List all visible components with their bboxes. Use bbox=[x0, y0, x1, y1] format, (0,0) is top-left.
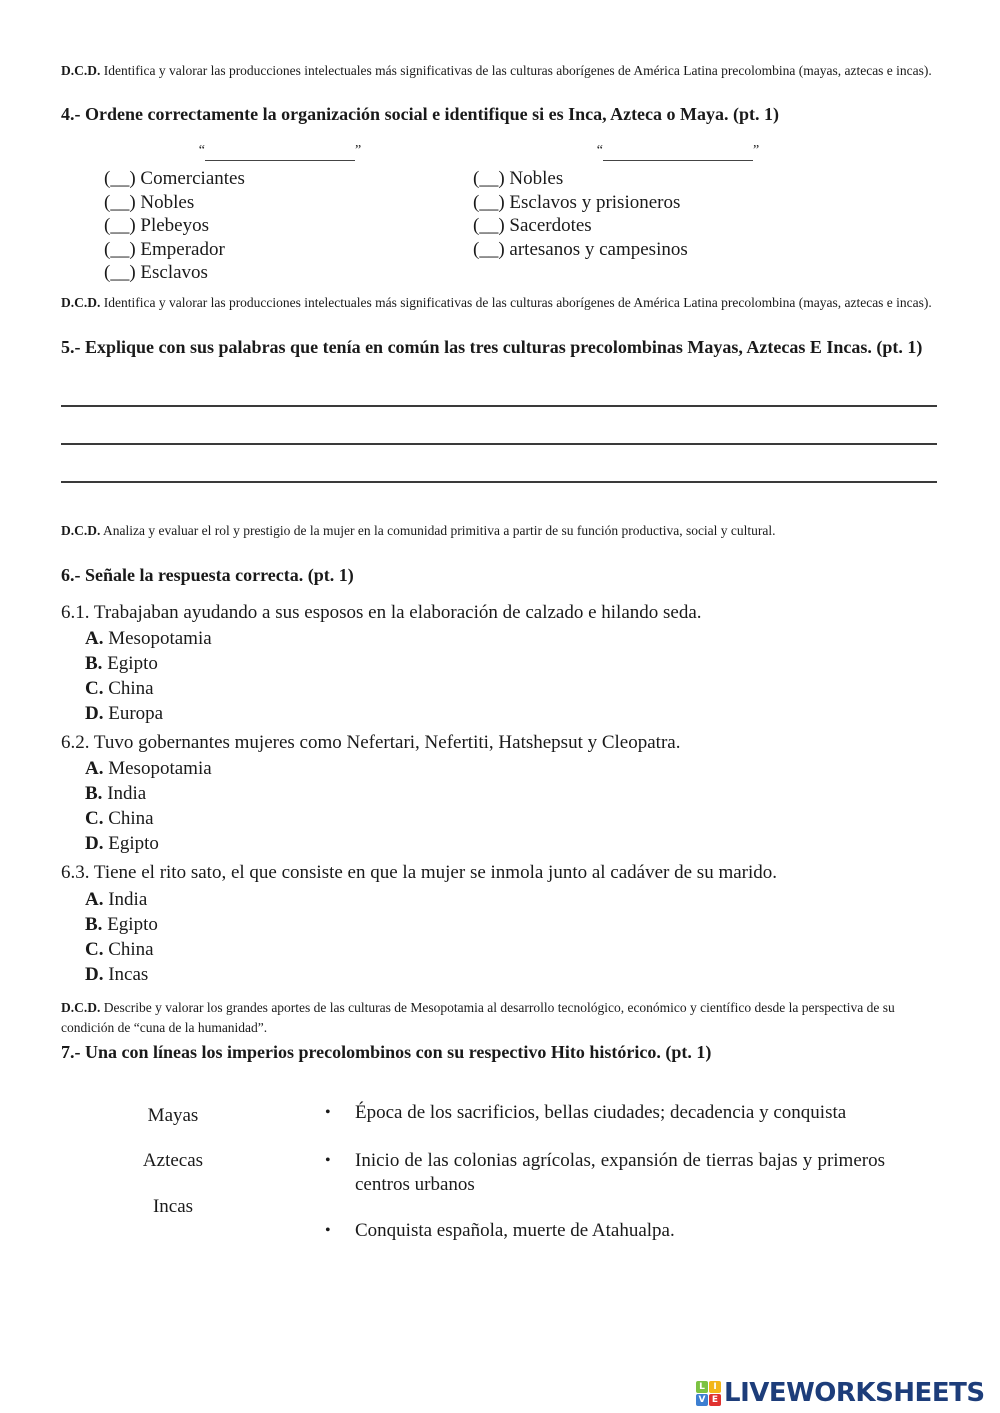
order-label: Esclavos y prisioneros bbox=[504, 191, 681, 213]
option-letter: B. bbox=[85, 783, 103, 804]
option-text: India bbox=[103, 889, 148, 910]
option-text: India bbox=[102, 783, 147, 804]
logo-block-e: E bbox=[709, 1394, 721, 1406]
order-label: Comerciantes bbox=[135, 168, 245, 189]
order-label: Esclavos bbox=[135, 262, 208, 283]
close-quote: ” bbox=[753, 143, 760, 158]
order-blank[interactable]: (__) bbox=[473, 238, 505, 260]
milestone-text: Época de los sacrificios, bellas ciudades; decadencia y conquista bbox=[355, 1102, 847, 1123]
option-6-1-c[interactable] bbox=[85, 676, 154, 701]
option-text: Egipto bbox=[102, 914, 158, 935]
left-order-list bbox=[104, 167, 245, 285]
option-letter: D. bbox=[85, 703, 104, 724]
option-letter: D. bbox=[85, 833, 104, 854]
empire-incas[interactable]: Incas bbox=[152, 1196, 194, 1217]
section5-dcd bbox=[61, 293, 941, 313]
order-item[interactable] bbox=[104, 214, 245, 238]
option-text: Egipto bbox=[102, 653, 158, 674]
order-item[interactable] bbox=[104, 191, 245, 215]
order-blank[interactable]: (__) bbox=[473, 215, 505, 236]
option-6-3-a[interactable] bbox=[85, 887, 147, 912]
order-blank[interactable]: (__) bbox=[104, 215, 136, 236]
logo-block-i: I bbox=[709, 1381, 721, 1393]
option-letter: A. bbox=[85, 628, 104, 649]
answer-line-3[interactable] bbox=[61, 481, 937, 483]
order-label: Sacerdotes bbox=[504, 215, 592, 236]
open-quote: “ bbox=[198, 143, 205, 158]
option-letter: C. bbox=[85, 678, 104, 699]
milestone-3[interactable] bbox=[325, 1219, 885, 1243]
option-text: Incas bbox=[103, 964, 149, 985]
right-order-list bbox=[473, 167, 688, 261]
dcd-text: Analiza y evaluar el rol y prestigio de la mujer en la comunidad primitiva a partir de su función productiva, social y cultural. bbox=[100, 523, 776, 538]
order-item[interactable] bbox=[104, 167, 245, 191]
section7-dcd bbox=[61, 998, 941, 1038]
option-6-1-b[interactable] bbox=[85, 651, 158, 676]
order-blank[interactable]: (__) bbox=[104, 168, 136, 189]
order-item[interactable] bbox=[473, 238, 688, 262]
section4-title: 4.- Ordene correctamente la organización social e identifique si es Inca, Azteca o Maya. (pt. 1) bbox=[61, 104, 780, 124]
dcd-text: Identifica y valorar las producciones intelectuales más significativas de las culturas aborígenes de América Latina precolombina (mayas, aztecas e incas). bbox=[100, 63, 932, 78]
option-text: China bbox=[103, 939, 154, 960]
order-item[interactable] bbox=[473, 214, 688, 238]
section4-dcd bbox=[61, 61, 941, 81]
order-blank[interactable]: (__) bbox=[104, 262, 136, 283]
left-column-culture-blank[interactable] bbox=[195, 141, 365, 161]
option-6-1-d[interactable] bbox=[85, 701, 163, 726]
milestone-2[interactable] bbox=[325, 1149, 885, 1197]
dcd-text: Identifica y valorar las producciones intelectuales más significativas de las culturas aborígenes de América Latina precolombina (mayas, aztecas e incas). bbox=[100, 295, 932, 310]
order-blank[interactable]: (__) bbox=[473, 191, 505, 213]
option-6-2-c[interactable] bbox=[85, 806, 154, 831]
section7-title: 7.- Una con líneas los imperios precolombinos con su respectivo Hito histórico. (pt. 1) bbox=[61, 1042, 712, 1062]
dcd-label: D.C.D. bbox=[61, 63, 101, 78]
option-6-2-d[interactable] bbox=[85, 831, 159, 856]
option-6-1-a[interactable] bbox=[85, 626, 212, 651]
dcd-label: D.C.D. bbox=[61, 523, 101, 538]
order-label: Nobles bbox=[135, 191, 195, 213]
empire-mayas[interactable]: Mayas bbox=[147, 1105, 199, 1126]
option-letter: B. bbox=[85, 914, 103, 935]
option-text: China bbox=[103, 808, 154, 829]
liveworksheets-logo[interactable] bbox=[696, 1378, 985, 1408]
answer-line-1[interactable] bbox=[61, 405, 937, 407]
dcd-label: D.C.D. bbox=[61, 1000, 101, 1015]
order-item[interactable] bbox=[104, 238, 245, 262]
dcd-text: Describe y valorar los grandes aportes de las culturas de Mesopotamia al desarrollo tecnológico, económico y científico desde la perspectiva de su condición de “cuna de la humanidad”. bbox=[61, 1000, 895, 1035]
option-6-2-b[interactable] bbox=[85, 781, 146, 806]
option-text: Mesopotamia bbox=[103, 758, 212, 779]
section6-dcd bbox=[61, 521, 941, 541]
close-quote: ” bbox=[355, 143, 362, 158]
bullet-icon: • bbox=[325, 1104, 331, 1121]
culture-answer-line[interactable] bbox=[603, 144, 753, 161]
logo-block-l: L bbox=[696, 1381, 708, 1393]
option-letter: C. bbox=[85, 808, 104, 829]
open-quote: “ bbox=[596, 143, 603, 158]
milestone-text: Conquista española, muerte de Atahualpa. bbox=[355, 1220, 675, 1241]
logo-block-v: V bbox=[696, 1394, 708, 1406]
logo-text: LIVEWORKSHEETS bbox=[724, 1378, 985, 1408]
section5-title: 5.- Explique con sus palabras que tenía en común las tres culturas precolombinas Mayas, Aztecas E Incas. (pt. 1) bbox=[61, 337, 923, 357]
option-6-3-b[interactable] bbox=[85, 912, 158, 937]
option-6-3-c[interactable] bbox=[85, 937, 154, 962]
dcd-label: D.C.D. bbox=[61, 295, 101, 310]
option-text: Mesopotamia bbox=[103, 628, 212, 649]
option-letter: A. bbox=[85, 758, 104, 779]
option-text: Egipto bbox=[103, 833, 159, 854]
answer-line-2[interactable] bbox=[61, 443, 937, 445]
milestone-1[interactable] bbox=[325, 1101, 885, 1125]
milestone-text: Inicio de las colonias agrícolas, expansión de tierras bajas y primeros centros urbanos bbox=[355, 1150, 885, 1195]
bullet-icon: • bbox=[325, 1152, 331, 1169]
option-letter: C. bbox=[85, 939, 104, 960]
option-6-3-d[interactable] bbox=[85, 962, 148, 987]
empire-aztecas[interactable]: Aztecas bbox=[142, 1150, 204, 1171]
culture-answer-line[interactable] bbox=[205, 144, 355, 161]
option-letter: D. bbox=[85, 964, 104, 985]
order-blank[interactable]: (__) bbox=[473, 168, 505, 189]
order-label: Nobles bbox=[504, 168, 564, 189]
option-text: Europa bbox=[103, 703, 164, 724]
order-item[interactable] bbox=[473, 167, 688, 191]
question-6-1: 6.1. Trabajaban ayudando a sus esposos en la elaboración de calzado e hilando seda. bbox=[61, 602, 702, 623]
option-text: China bbox=[103, 678, 154, 699]
order-blank[interactable]: (__) bbox=[104, 191, 136, 213]
option-letter: A. bbox=[85, 889, 104, 910]
order-item[interactable] bbox=[473, 191, 688, 215]
option-letter: B. bbox=[85, 653, 103, 674]
question-6-2: 6.2. Tuvo gobernantes mujeres como Nefertari, Nefertiti, Hatshepsut y Cleopatra. bbox=[61, 732, 681, 753]
right-column-culture-blank[interactable] bbox=[593, 141, 763, 161]
section6-title: 6.- Señale la respuesta correcta. (pt. 1) bbox=[61, 565, 354, 585]
order-label: Plebeyos bbox=[135, 215, 210, 236]
order-label: Emperador bbox=[135, 238, 225, 260]
bullet-icon: • bbox=[325, 1222, 331, 1239]
question-6-3: 6.3. Tiene el rito sato, el que consiste en que la mujer se inmola junto al cadáver de su marido. bbox=[61, 862, 778, 883]
order-blank[interactable]: (__) bbox=[104, 238, 136, 260]
option-6-2-a[interactable] bbox=[85, 756, 212, 781]
order-label: artesanos y campesinos bbox=[504, 238, 688, 260]
order-item[interactable] bbox=[104, 261, 245, 285]
live-blocks-icon bbox=[696, 1381, 721, 1406]
